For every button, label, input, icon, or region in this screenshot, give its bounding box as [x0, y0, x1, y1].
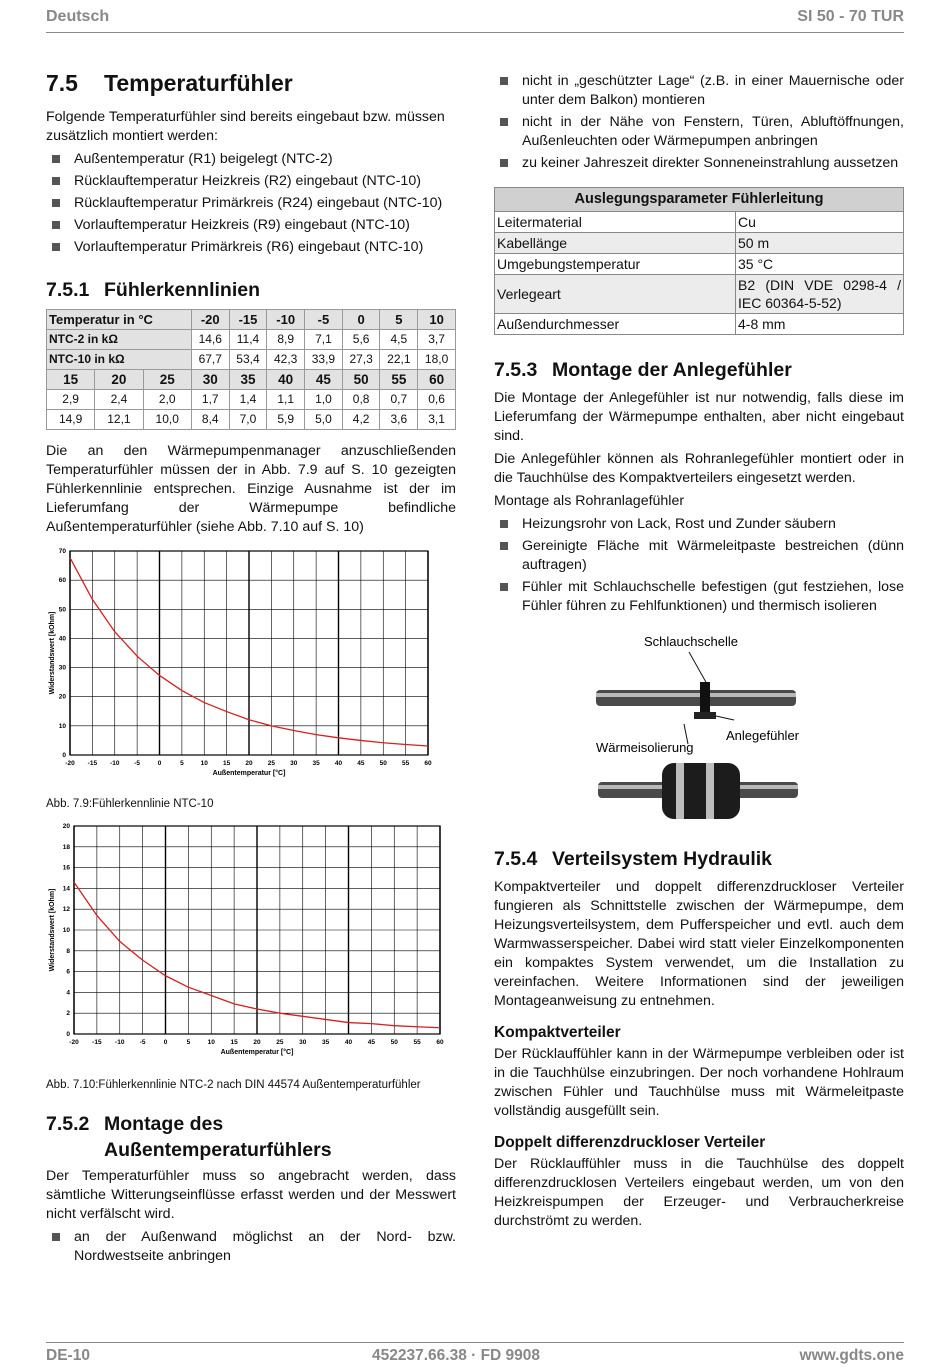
table-cell: 7,1 — [305, 330, 343, 350]
label-sensor: Anlegefühler — [726, 728, 799, 743]
table-row — [495, 275, 904, 314]
list-item-text: Gereinigte Fläche mit Wärmeleitpaste bestreichen (dünn auftragen) — [522, 538, 904, 573]
table-cell: Verlegeart — [495, 275, 736, 314]
table-header-row — [495, 188, 904, 212]
table-cell: 53,4 — [229, 350, 267, 370]
x-tick-label: -10 — [110, 760, 120, 767]
list-item-text: Vorlauftemperatur Heizkreis (R9) eingebaut (NTC-10) — [74, 217, 410, 233]
x-tick-label: 55 — [413, 1039, 421, 1046]
table-row — [47, 390, 456, 410]
footer-document-number: 452237.66.38 · FD 9908 — [372, 1347, 541, 1364]
bullet-icon — [52, 155, 60, 163]
pipe-sensor-illustration — [494, 624, 904, 824]
x-tick-label: -5 — [134, 760, 141, 767]
x-tick-label: 45 — [357, 760, 365, 767]
table-cell: 18,0 — [418, 350, 456, 370]
section-7-5-4-heading — [494, 846, 904, 872]
section-title: Montage des — [104, 1113, 224, 1135]
insulation-band — [706, 763, 714, 819]
table-row — [47, 370, 456, 390]
table-cell: 0,7 — [380, 390, 418, 410]
table-cell: 45 — [305, 370, 343, 390]
table-cell: 14,6 — [191, 330, 229, 350]
list-item — [494, 72, 904, 110]
table-cell: 1,7 — [191, 390, 229, 410]
table-cell: 25 — [143, 370, 191, 390]
table-cell: 2,9 — [47, 390, 95, 410]
x-tick-label: -20 — [65, 760, 75, 767]
table-cell: 0,8 — [342, 390, 380, 410]
table-cell: 14,9 — [47, 410, 95, 430]
table-cell: 2,4 — [95, 390, 143, 410]
table-row — [47, 330, 456, 350]
y-axis-label: Widerstandswert [kOhm] — [49, 611, 56, 695]
list-item — [494, 113, 904, 151]
list-item — [494, 578, 904, 616]
header-model: SI 50 - 70 TUR — [797, 8, 904, 25]
list-item-text: Rücklauftemperatur Heizkreis (R2) eingebaut (NTC-10) — [74, 173, 421, 189]
y-axis-label: Widerstandswert [kOhm] — [49, 888, 56, 972]
section-number: 7.5 — [46, 70, 78, 96]
x-tick-label: 25 — [276, 1039, 284, 1046]
ntc2-chart — [46, 818, 456, 1056]
table-cell: Außendurchmesser — [495, 314, 736, 335]
table-cell: 15 — [47, 370, 95, 390]
mounting-list-right — [494, 72, 904, 173]
x-tick-label: -5 — [139, 1039, 146, 1046]
left-column — [46, 68, 456, 1269]
table-cell: 42,3 — [267, 350, 305, 370]
pipe-mounting-list — [494, 515, 904, 616]
bullet-icon — [500, 520, 508, 528]
table-cell: 35 °C — [736, 254, 904, 275]
insulation-sleeve — [662, 763, 740, 819]
table-cell: 3,7 — [418, 330, 456, 350]
table-cell: 60 — [418, 370, 456, 390]
x-tick-label: 10 — [200, 760, 208, 767]
table-cell: 8,4 — [191, 410, 229, 430]
section-7-5-heading — [46, 68, 456, 98]
table-cell: 20 — [95, 370, 143, 390]
section-number: 7.5.1 — [46, 279, 90, 301]
table-cell: 0,6 — [418, 390, 456, 410]
section-7-5-3-heading — [494, 357, 904, 383]
cable-parameter-table — [494, 187, 904, 335]
x-tick-label: 25 — [267, 760, 275, 767]
y-tick-label: 14 — [62, 885, 70, 893]
x-tick-label: 10 — [207, 1039, 215, 1046]
pipe-top — [596, 690, 796, 706]
table-cell: 50 — [342, 370, 380, 390]
table-row — [495, 254, 904, 275]
y-tick-label: 12 — [62, 906, 70, 914]
table-cell: 50 m — [736, 233, 904, 254]
table-cell: 27,3 — [342, 350, 380, 370]
bullet-icon — [500, 118, 508, 126]
bullet-icon — [52, 221, 60, 229]
table-cell: Leitermaterial — [495, 212, 736, 233]
list-item — [494, 154, 904, 173]
section-7-5-3-p1: Die Montage der Anlegefühler ist nur notwendig, falls diese im Lieferumfang der Wärmepumpe enthalten, aber nicht eingebaut sind. — [494, 390, 904, 444]
y-tick-label: 0 — [66, 1031, 70, 1038]
subsection-kompaktverteiler: Kompaktverteiler — [494, 1024, 621, 1041]
section-title: Fühlerkennlinien — [104, 279, 261, 301]
y-tick-label: 20 — [58, 693, 66, 701]
bullet-icon — [52, 1233, 60, 1241]
table-cell: 22,1 — [380, 350, 418, 370]
list-item-text: Heizungsrohr von Lack, Rost und Zunder säubern — [522, 516, 836, 532]
x-tick-label: 40 — [334, 760, 343, 767]
table-cell: 5,9 — [267, 410, 305, 430]
right-column — [494, 72, 904, 1235]
x-axis-label: Außentemperatur [°C] — [220, 1049, 294, 1056]
section-7-5-1-heading — [46, 277, 456, 303]
table-cell: -5 — [305, 310, 343, 330]
table-cell: 5 — [380, 310, 418, 330]
x-tick-label: -10 — [115, 1039, 125, 1046]
list-item-text: Vorlauftemperatur Primärkreis (R6) eingebaut (NTC-10) — [74, 239, 424, 255]
table-cell: Cu — [736, 212, 904, 233]
x-tick-label: 35 — [322, 1039, 330, 1046]
x-tick-label: 15 — [223, 760, 231, 767]
table-cell: -20 — [191, 310, 229, 330]
section-7-5-4-paragraph: Kompaktverteiler und doppelt differenzdruckloser Verteiler fungieren als Schnittstelle zwischen der Wärmepumpe, dem Heizungsverteilsystem, dem Pufferspeicher und evtl. auch dem Warmwasserspeicher. Dabei wird statt vieler Einzelkomponenten ein kompaktes System verwendet, um die Installation zu vereinfachen. Weitere Informationen sind der jeweiligen Montageanweisung zu entnehmen. — [494, 879, 904, 1009]
table-row — [495, 212, 904, 233]
table-cell: 7,0 — [229, 410, 267, 430]
section-7-5-intro: Folgende Temperaturfühler sind bereits eingebaut bzw. müssen zusätzlich montiert werden: — [46, 109, 445, 144]
table-cell: 55 — [380, 370, 418, 390]
list-item-text: nicht in „geschützter Lage“ (z.B. in einer Mauernische oder unter dem Balkon) montieren — [522, 73, 904, 108]
list-item — [46, 1228, 456, 1266]
table-cell: 4,5 — [380, 330, 418, 350]
table-cell: 33,9 — [305, 350, 343, 370]
section-7-5-2-heading — [46, 1111, 456, 1163]
list-item-text: Außentemperatur (R1) beigelegt (NTC-2) — [74, 151, 333, 167]
bullet-icon — [500, 77, 508, 85]
sensor-curve-paragraph: Die an den Wärmepumpenmanager anzuschließenden Temperaturfühler müssen der in Abb. 7.9 auf S. 10 gezeigten Fühlerkennlinie entsprechen. Einzige Ausnahme ist der im Lieferumfang der Wärmepumpe befindliche Außentemperaturfühler (siehe Abb. 7.10 auf S. 10) — [46, 443, 456, 535]
list-item — [494, 515, 904, 534]
y-tick-label: 2 — [66, 1010, 70, 1018]
y-tick-label: 60 — [58, 577, 66, 585]
section-title: Montage der Anlegefühler — [552, 359, 792, 381]
x-tick-label: 50 — [390, 1039, 398, 1046]
leader-line — [689, 652, 707, 684]
sensor-body — [694, 712, 716, 719]
x-tick-label: 20 — [245, 760, 253, 767]
section-7-5-3-p3: Montage als Rohranlagefühler — [494, 493, 685, 509]
y-tick-label: 20 — [62, 823, 70, 830]
x-tick-label: 15 — [230, 1039, 238, 1046]
y-tick-label: 30 — [58, 664, 66, 672]
table-cell: 35 — [229, 370, 267, 390]
table-cell: -10 — [267, 310, 305, 330]
x-tick-label: 5 — [186, 1039, 191, 1046]
list-item — [46, 150, 456, 169]
x-tick-label: 0 — [163, 1039, 168, 1046]
x-tick-label: -20 — [69, 1039, 79, 1046]
x-tick-label: 30 — [299, 1039, 307, 1046]
x-tick-label: 30 — [290, 760, 298, 767]
x-tick-label: 40 — [344, 1039, 353, 1046]
x-tick-label: 20 — [253, 1039, 261, 1046]
x-tick-label: -15 — [87, 760, 98, 767]
y-tick-label: 6 — [66, 968, 70, 976]
y-tick-label: 16 — [62, 864, 70, 872]
table-cell: 11,4 — [229, 330, 267, 350]
table-cell: 1,4 — [229, 390, 267, 410]
x-tick-label: 55 — [402, 760, 410, 767]
list-item-text: zu keiner Jahreszeit direkter Sonneneinstrahlung aussetzen — [522, 155, 899, 171]
list-item — [46, 216, 456, 235]
table-cell: Kabellänge — [495, 233, 736, 254]
sensor-curve-table — [46, 309, 456, 430]
table-cell: 1,0 — [305, 390, 343, 410]
label-insulation: Wärmeisolierung — [596, 740, 694, 755]
table-cell: 12,1 — [95, 410, 143, 430]
x-axis-label: Außentemperatur [°C] — [212, 770, 286, 777]
pipe-highlight — [596, 693, 796, 697]
section-number: 7.5.4 — [494, 848, 538, 870]
section-title: Verteilsystem Hydraulik — [552, 848, 773, 870]
table-row — [47, 310, 456, 330]
x-tick-label: 60 — [436, 1039, 444, 1046]
doppelt-verteiler-paragraph: Der Rücklauffühler muss in die Tauchhülse des doppelt differenzdrucklosen Verteilers eingebaut werden, um von den Heizkreispumpen der Erzeuger- und Verbraucherkreise durchströmt zu werden. — [494, 1156, 904, 1229]
section-7-5-2-paragraph: Der Temperaturfühler muss so angebracht werden, dass sämtliche Witterungseinflüsse erfasst werden und der Messwert nicht verfälscht wird. — [46, 1168, 456, 1222]
bullet-icon — [52, 199, 60, 207]
table-cell: 3,6 — [380, 410, 418, 430]
table-row — [495, 314, 904, 335]
x-tick-label: -15 — [92, 1039, 102, 1046]
y-tick-label: 10 — [62, 927, 70, 934]
subsection-doppelt-verteiler: Doppelt differenzdruckloser Verteiler — [494, 1134, 766, 1151]
y-tick-label: 40 — [58, 635, 66, 643]
header-language: Deutsch — [46, 8, 110, 25]
list-item — [46, 238, 456, 257]
footer-page-number: DE-10 — [46, 1347, 90, 1364]
footer-website: www.gdts.one — [799, 1347, 904, 1364]
table-cell: 0 — [342, 310, 380, 330]
table-cell: 40 — [267, 370, 305, 390]
list-item — [494, 537, 904, 575]
x-tick-label: 60 — [424, 760, 432, 767]
table-cell: 8,9 — [267, 330, 305, 350]
bullet-icon — [500, 159, 508, 167]
section-title-line2: Außentemperaturfühlers — [104, 1139, 332, 1161]
table-cell: 2,0 — [143, 390, 191, 410]
table-cell-label: NTC-10 in kΩ — [47, 350, 192, 370]
sensor-list — [46, 150, 456, 257]
kompaktverteiler-paragraph: Der Rücklauffühler kann in der Wärmepumpe verbleiben oder ist in die Tauchhülse einzubringen. Der noch vorhandene Hohlraum zwischen Fühler und Tauchhülse muss mit Wärmeleitpaste vollständig ausgefüllt sein. — [494, 1046, 904, 1119]
section-number: 7.5.3 — [494, 359, 538, 381]
header-rule — [46, 32, 904, 33]
y-tick-label: 70 — [58, 548, 66, 555]
table-cell: 5,0 — [305, 410, 343, 430]
y-tick-label: 18 — [62, 843, 70, 851]
section-title: Temperaturfühler — [104, 70, 293, 96]
figure-caption-7-10: Abb. 7.10:Fühlerkennlinie NTC-2 nach DIN 44574 Außentemperaturfühler — [46, 1079, 421, 1091]
leader-line — [716, 716, 734, 720]
list-item-text: an der Außenwand möglichst an der Nord- bzw. Nordwestseite anbringen — [74, 1229, 456, 1264]
table-cell: 67,7 — [191, 350, 229, 370]
section-7-5-3-p2: Die Anlegefühler können als Rohranlegefühler montiert oder in die Tauchhülse des Kompaktverteilers eingesetzt werden. — [494, 451, 904, 486]
ntc10-chart — [46, 543, 446, 777]
y-tick-label: 8 — [66, 947, 70, 955]
y-tick-label: 10 — [58, 722, 66, 730]
mounting-list-left — [46, 1228, 456, 1266]
list-item-text: Rücklauftemperatur Primärkreis (R24) eingebaut (NTC-10) — [74, 195, 443, 211]
list-item — [46, 172, 456, 191]
table-cell: 4-8 mm — [736, 314, 904, 335]
table-title: Auslegungsparameter Fühlerleitung — [495, 188, 904, 212]
section-number: 7.5.2 — [46, 1113, 90, 1135]
table-cell: 1,1 — [267, 390, 305, 410]
table-cell: 4,2 — [342, 410, 380, 430]
table-row — [47, 410, 456, 430]
table-cell: -15 — [229, 310, 267, 330]
bullet-icon — [52, 177, 60, 185]
bullet-icon — [500, 542, 508, 550]
list-item-text: Fühler mit Schlauchschelle befestigen (gut festziehen, lose Fühler führen zu Fehlfunktionen) und thermisch isolieren — [522, 579, 904, 614]
table-cell: Umgebungstemperatur — [495, 254, 736, 275]
table-cell: 10,0 — [143, 410, 191, 430]
bullet-icon — [52, 243, 60, 251]
label-clamp: Schlauchschelle — [644, 634, 738, 649]
x-tick-label: 35 — [312, 760, 320, 767]
insulation-band — [676, 763, 684, 819]
table-cell: 10 — [418, 310, 456, 330]
y-tick-label: 50 — [58, 606, 66, 614]
table-cell: 3,1 — [418, 410, 456, 430]
list-item-text: nicht in der Nähe von Fenstern, Türen, Abluftöffnungen, Außenleuchten oder Wärmepumpen anbringen — [522, 114, 904, 149]
table-cell-label: Temperatur in °C — [47, 310, 192, 330]
footer-rule — [46, 1342, 904, 1343]
hose-clamp — [700, 682, 710, 712]
y-tick-label: 0 — [62, 752, 66, 759]
x-tick-label: 50 — [379, 760, 387, 767]
table-cell: B2 (DIN VDE 0298-4 / IEC 60364-5-52) — [736, 275, 904, 314]
x-tick-label: 45 — [367, 1039, 375, 1046]
table-row — [495, 233, 904, 254]
list-item — [46, 194, 456, 213]
x-tick-label: 0 — [157, 760, 162, 767]
table-cell: 5,6 — [342, 330, 380, 350]
table-cell: 30 — [191, 370, 229, 390]
x-tick-label: 5 — [180, 760, 184, 767]
bullet-icon — [500, 583, 508, 591]
figure-caption-7-9: Abb. 7.9:Fühlerkennlinie NTC-10 — [46, 798, 214, 810]
y-tick-label: 4 — [66, 989, 70, 997]
table-row — [47, 350, 456, 370]
table-cell-label: NTC-2 in kΩ — [47, 330, 192, 350]
